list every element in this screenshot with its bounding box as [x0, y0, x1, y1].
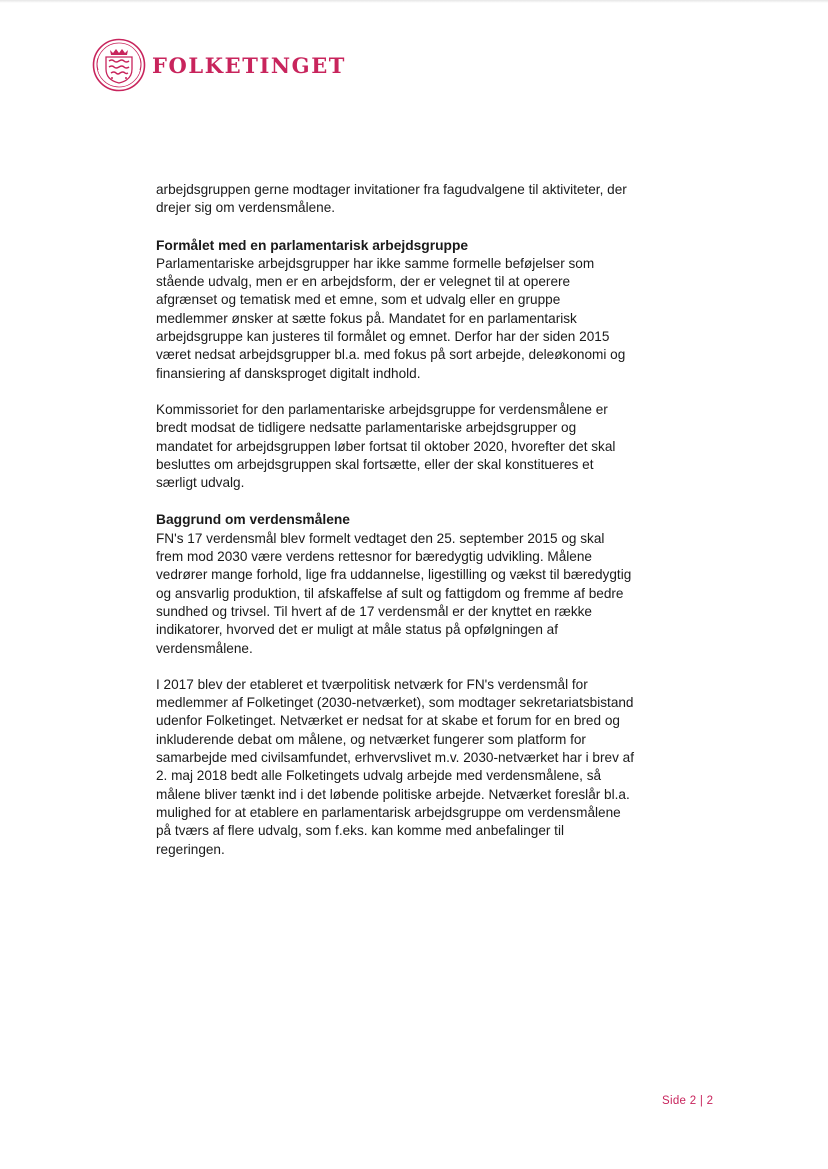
section-heading-purpose: Formålet med en parlamentarisk arbejdsgruppe	[156, 237, 469, 253]
paragraph-background-1: FN's 17 verdensmål blev formelt vedtaget den 25. september 2015 og skal frem mod 2030 være verdens rettesnor for bæredygtig udvikling. Målene vedrører mange forhold, lige fra uddannelse, ligestilling og vækst til bæredygtig og ansvarlig produktion, til afskaffelse af sult og fattigdom og fremme af bedre sundhed og trivsel. Til hvert af de 17 verdensmål er der knyttet en række indikatorer, hvorved det er muligt at måle status på opfølgningen af verdensmålene.	[156, 530, 632, 656]
paragraph-purpose-1: Parlamentariske arbejdsgrupper har ikke samme formelle beføjelser som stående udvalg, men er en arbejdsform, der er velegnet til at operere afgrænset og tematisk med et emne, som et udvalg eller en gruppe medlemmer ønsker at sætte fokus på. Mandatet for en parlamentarisk arbejdsgruppe kan justeres til formålet og emnet. Derfor har der siden 2015 været nedsat arbejdsgrupper bl.a. med fokus på sort arbejde, deleøkonomi og finansiering af dansksproget digitalt indhold.	[156, 255, 626, 381]
page-number: Side 2 | 2	[662, 1095, 714, 1107]
org-name: FOLKETINGET	[152, 52, 347, 78]
scan-edge	[0, 0, 828, 3]
section-heading-background: Baggrund om verdensmålene	[156, 512, 350, 528]
letterhead	[92, 38, 346, 92]
paragraph-background-2: I 2017 blev der etableret et tværpolitisk netværk for FN's verdensmål for medlemmer af Folketinget (2030-netværket), som modtager sekretariatsbistand udenfor Folketinget. Netværket er nedsat for at skabe et forum for en bred og inkluderende debat om målene, og netværket fungerer som platform for samarbejde med civilsamfundet, erhvervslivet m.v. 2030-netværket har i brev af 2. maj 2018 bedt alle Folketingets udvalg arbejde med verdensmålene, så målene bliver tænkt ind i det løbende politiske arbejde. Netværket foreslår bl.a. mulighed for at etablere en parlamentarisk arbejdsgruppe om verdensmålene på tværs af flere udvalg, som f.eks. kan komme med anbefalinger til regeringen.	[156, 676, 634, 857]
paragraph-purpose-2: Kommissoriet for den parlamentariske arbejdsgruppe for verdensmålene er bredt modsat de tidligere nedsatte parlamentariske arbejdsgrupper og mandatet for arbejdsgruppen løber fortsat til oktober 2020, hvorefter det skal besluttes om arbejdsgruppen skal fortsætte, eller der skal konstitueres et særligt udvalg.	[156, 401, 616, 491]
folketinget-seal-icon	[92, 38, 146, 92]
document-body	[156, 181, 634, 859]
intro-paragraph: arbejdsgruppen gerne modtager invitationer fra fagudvalgene til aktiviteter, der drejer sig om verdensmålene.	[156, 182, 627, 216]
